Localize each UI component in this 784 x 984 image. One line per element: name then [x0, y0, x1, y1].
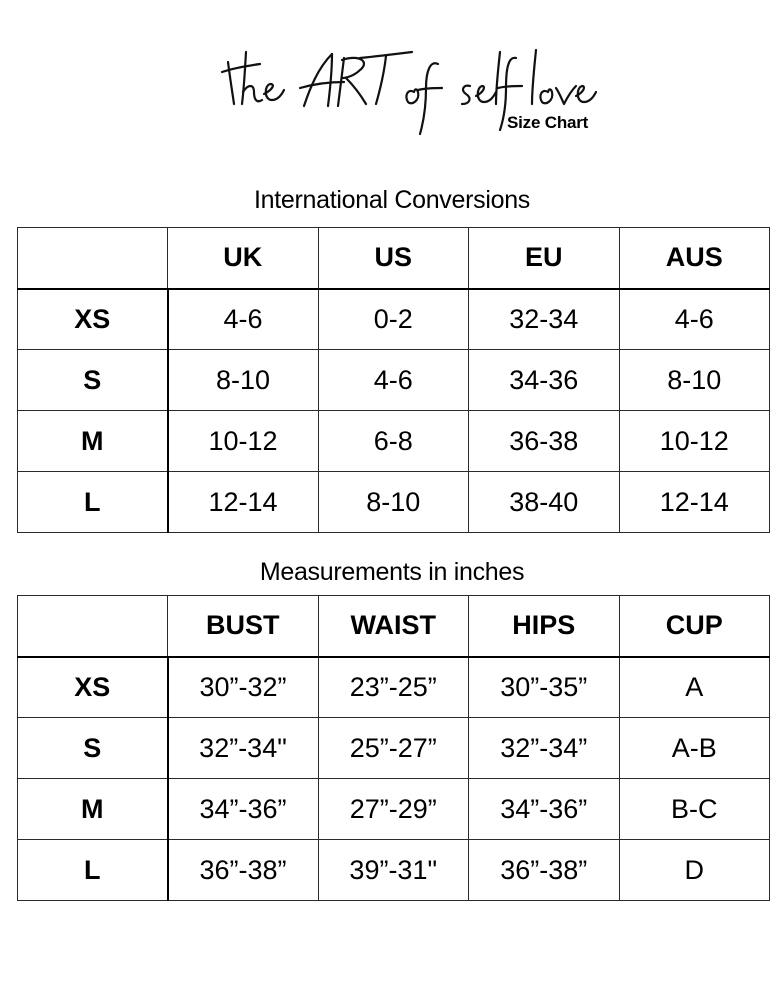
- table-cell: A: [619, 657, 770, 718]
- size-label: S: [18, 718, 168, 779]
- size-label: XS: [18, 289, 168, 350]
- size-label: S: [18, 350, 168, 411]
- table-cell: 27”-29”: [318, 779, 469, 840]
- table-cell: 25”-27”: [318, 718, 469, 779]
- table-cell: 36”-38”: [469, 840, 620, 901]
- table-cell: 32”-34”: [469, 718, 620, 779]
- table-cell: 4-6: [619, 289, 770, 350]
- international-conversions-title: International Conversions: [254, 186, 530, 214]
- table-header-row: [18, 596, 770, 657]
- table-cell: 6-8: [318, 411, 469, 472]
- table-cell: 8-10: [168, 350, 319, 411]
- table-cell: 4-6: [318, 350, 469, 411]
- table-cell: 30”-35”: [469, 657, 620, 718]
- header-cell-aus: AUS: [619, 228, 770, 289]
- table-cell: 8-10: [619, 350, 770, 411]
- header-cell-uk: UK: [168, 228, 319, 289]
- table-cell: 34”-36”: [469, 779, 620, 840]
- table-cell: 4-6: [168, 289, 319, 350]
- size-chart-subtitle: Size Chart: [507, 113, 589, 132]
- table-cell: 34”-36”: [168, 779, 319, 840]
- measurements-title: Measurements in inches: [259, 558, 525, 586]
- table-cell: B-C: [619, 779, 770, 840]
- table-cell: 12-14: [619, 472, 770, 533]
- header-cell-bust: BUST: [168, 596, 319, 657]
- table-row: [18, 718, 770, 779]
- size-label: M: [18, 779, 168, 840]
- table-cell: 39”-31": [318, 840, 469, 901]
- table-row: [18, 289, 770, 350]
- table-cell: 23”-25”: [318, 657, 469, 718]
- table-cell: D: [619, 840, 770, 901]
- table-row: [18, 657, 770, 718]
- size-label: L: [18, 472, 168, 533]
- table-cell: A-B: [619, 718, 770, 779]
- brand-logo: [220, 48, 600, 138]
- table-cell: 36”-38”: [168, 840, 319, 901]
- header-cell-hips: HIPS: [469, 596, 620, 657]
- table-cell: 36-38: [469, 411, 620, 472]
- measurements-table: [17, 595, 770, 901]
- table-row: [18, 779, 770, 840]
- table-cell: 10-12: [619, 411, 770, 472]
- table-cell: 32”-34": [168, 718, 319, 779]
- table-cell: 10-12: [168, 411, 319, 472]
- table-row: [18, 472, 770, 533]
- header-cell-cup: CUP: [619, 596, 770, 657]
- table-cell: 0-2: [318, 289, 469, 350]
- size-label: XS: [18, 657, 168, 718]
- table-cell: 32-34: [469, 289, 620, 350]
- table-cell: 38-40: [469, 472, 620, 533]
- table-row: [18, 411, 770, 472]
- table-cell: 30”-32”: [168, 657, 319, 718]
- table-row: [18, 350, 770, 411]
- header-cell-corner: [18, 228, 168, 289]
- size-label: M: [18, 411, 168, 472]
- header-cell-corner: [18, 596, 168, 657]
- size-label: L: [18, 840, 168, 901]
- header-cell-eu: EU: [469, 228, 620, 289]
- header-cell-waist: WAIST: [318, 596, 469, 657]
- header-cell-us: US: [318, 228, 469, 289]
- table-cell: 34-36: [469, 350, 620, 411]
- table-cell: 8-10: [318, 472, 469, 533]
- table-cell: 12-14: [168, 472, 319, 533]
- table-header-row: [18, 228, 770, 289]
- table-row: [18, 840, 770, 901]
- international-conversions-table: [17, 227, 770, 533]
